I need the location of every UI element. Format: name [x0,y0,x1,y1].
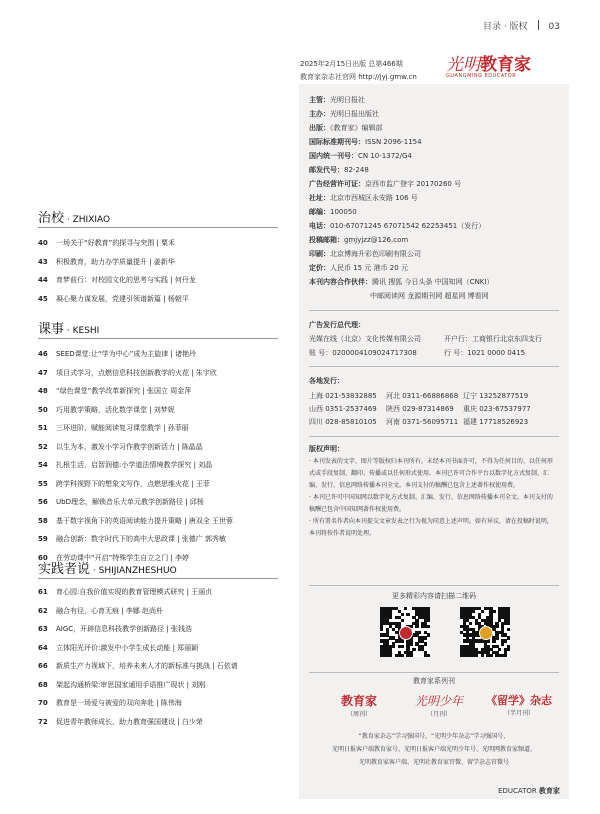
toc-page: 40 [38,239,48,247]
toc-entry[interactable] [38,290,189,308]
toc-page: 61 [38,588,48,596]
toc-title: SEED课堂:让“学为中心”成为主旋律 | 诸艳玲 [56,350,197,358]
toc-entry[interactable] [38,676,205,694]
distribution-row: 四川 028-85810105 河南 0371-56095711 福建 17718526923 [309,418,529,426]
distribution-row: 上海 021-53832885 河北 0311-66886868 辽宁 13252877519 [309,392,529,400]
qr-logo-icon [399,626,413,640]
footer [498,786,560,796]
logo-english: GUANGMING EDUCATOR [446,73,517,79]
masthead-row: 印刷：北京博海升彩色印刷有限公司 [309,250,421,258]
toc-entry[interactable] [38,602,163,620]
toc-page: 51 [38,424,48,432]
toc-entry[interactable] [38,438,203,456]
copyright-p1: · 本刊发表的文字、图片等版权归本刊所有。未经本刊书面许可，不得为任何目的、以任何形式或手段复制、翻印、传播或以任何形式使用。本刊已许可合作平台以数字化方式复制、汇编、发行、信息网络传播本刊全文。本刊支付的稿酬已包含上述著作权使用费。 [309,458,553,489]
toc-title: AIGC，开辟信息科技教学创新路径 | 张钱浩 [56,625,192,633]
masthead-row: 本刊内容合作伙伴：腾讯 搜狐 今日头条 中国知网（CNKI） [309,278,494,286]
toc-page: 68 [38,680,48,689]
toc-entry[interactable] [38,530,226,548]
toc-page: 60 [38,553,48,562]
toc-entry[interactable] [38,456,212,474]
qr-logo-icon [479,626,493,640]
toc-entry[interactable] [38,253,175,271]
toc-page: 48 [38,387,48,395]
section-rule [38,227,278,228]
toc-page: 72 [38,717,48,726]
masthead-row: 定价：人民币 15 元 港币 20 元 [309,264,408,272]
distribution-row: 山西 0351-2537469 陕西 029-87314869 重庆 023-67537977 [309,405,531,413]
series-channels: “教育家杂志”学习强国号、“光明少年杂志”学习强国号、 光明日报客户端教育家号、光明日报客户端光明少年号、光明网教育家频道、 光明教育家客户端、光明社教育家官微、留学杂志官微号 [331,733,536,766]
toc-entry[interactable] [38,639,198,657]
toc-title: 育梦前行：对校园文化的思考与实践 | 何丹龙 [56,276,196,284]
toc-page: 44 [38,276,48,284]
toc-page: 56 [38,498,48,506]
issue-website[interactable]: 教育家杂志社官网 http://jyj.gmw.cn [300,73,417,81]
toc-page: 64 [38,643,48,652]
masthead-row: 主管：光明日报社 [309,96,365,104]
toc-entry[interactable] [38,620,192,638]
toc-title: UbD理念，解锁音乐大单元教学创新路径 | 邱杨 [56,498,204,506]
series-title: 教育家系列刊 [413,677,455,685]
section-rule [38,578,278,579]
toc-entry[interactable] [38,713,203,731]
masthead-info [309,93,493,289]
toc-entry[interactable] [38,657,238,675]
ad-agent [309,318,542,360]
toc-entry[interactable] [38,382,191,400]
toc-title: 跨学科视野下的想象文写作，点燃思维火花 | 王菲 [56,479,210,488]
masthead-row: 广告经营许可证：京西市监广登字 20170260 号 [309,180,462,188]
page-number: 03 [548,22,560,32]
masthead-row: 邮编：100050 [309,208,357,216]
toc-entry[interactable] [38,475,210,493]
copyright-notice [309,442,557,540]
footer-en: EDUCATOR [498,787,537,795]
toc-entry[interactable] [38,271,196,289]
toc-entry[interactable] [38,694,182,712]
issue-info [300,58,417,84]
issue-date: 2025年2月15日出版 总第466期 [300,60,403,68]
educator-logo [446,50,566,79]
qr-code-right[interactable] [460,607,510,657]
toc-entry[interactable] [38,419,189,437]
masthead-row: 社址：北京市西城区永安路 106 号 [309,194,418,202]
toc-page: 52 [38,442,48,451]
section-rule [38,338,278,339]
toc-title: 架起沟通桥梁:审思国家通用手语推广现状 | 刘刚 [56,680,206,689]
section-title: 治校 · ZHIXIAO [38,211,111,226]
toc-page: 58 [38,516,48,525]
header-section: 目录 · 版权 [482,22,528,32]
footer-cn: 教育家 [539,787,560,795]
distribution [309,374,540,429]
partners-line2: 中邮阅读网 龙源期刊网 超星网 博看网 [370,292,489,300]
toc-page: 47 [38,368,48,377]
masthead-row: 出版：《教育家》编辑部 [309,124,383,132]
toc-title: 融合创新：数字时代下的高中大思政课 | 张德广 郭秀敏 [56,535,227,543]
agent-account: 账 号：0200004109024717308 [309,349,417,357]
toc-page: 55 [38,479,48,488]
qr-title: 更多精彩内容请扫描二维码 [392,592,476,600]
toc-entry[interactable] [38,345,196,363]
divider-4 [309,585,559,586]
toc-entry[interactable] [38,512,233,530]
distribution-title: 各地发行： [309,377,344,385]
header-divider [538,20,539,30]
mag-liuxue: 《留学》杂志 （半月刊） [486,694,552,717]
running-header [483,19,560,32]
agent-company: 光媒在线（北京）文化传媒有限公司 [309,335,421,343]
logo-wordmark: 光明教育家 [446,55,531,75]
qr-code-left[interactable] [380,607,430,657]
copyright-title: 版权声明： [309,445,344,453]
divider-1 [309,310,559,311]
masthead-row: 主办：光明日报出版社 [309,110,379,118]
toc-title: 三环进阶，赋能阅读复习课堂教学 | 孙菲丽 [56,424,189,432]
toc-page: 59 [38,535,48,543]
toc-entry[interactable] [38,234,175,252]
toc-title: 扎根生活，启智润德:小学道法情境教学探究 | 刘晶 [56,461,213,469]
mag-guangming-youth: 光明少年 （月刊） [414,694,463,718]
toc-title: 项目式学习，点燃信息科技创新教学的火花 | 朱宇欣 [56,368,217,377]
divider-2 [309,366,559,367]
toc-page: 46 [38,350,48,358]
toc-page: 45 [38,294,48,303]
agent-bank-code: 行 号：1021 0000 0415 [444,349,526,357]
toc-entry[interactable] [38,364,217,382]
toc-title: 促进青年教师成长，助力教育强国建设 | 白少荣 [56,717,203,726]
toc-title: 以生为本，激发小学习作教学创新活力 | 陈晶晶 [56,442,203,451]
agent-title: 广告发行总代理： [309,321,365,329]
toc-title: 育心园:自我价值实现的教育管理模式研究 | 王丽贞 [56,588,213,596]
toc-title: 在劳动课中“开启”特殊学生自立之门 | 李婷 [56,553,190,562]
toc-page: 50 [38,405,48,414]
toc-page: 66 [38,662,48,670]
toc-title: 基于数字视角下的英语阅读能力提升策略 | 唐双全 王世蓉 [56,516,234,525]
toc-title: “绿色课堂”教学改革新探究 | 张国立 周金萍 [56,387,192,395]
mag-educator: 教育家 （周刊） [340,694,377,718]
toc-title: 积极教育，助力办学质量提升 | 姜新华 [56,257,175,266]
toc-page: 62 [38,606,48,615]
toc-entry[interactable] [38,583,212,601]
divider-3 [309,436,559,437]
divider-5 [309,672,559,673]
copyright-p2: · 本刊已许可中国知网以数字化方式复制、汇编、发行、信息网络传播本刊全文。本刊支付的稿酬已包含中国知网著作权使用费。 [309,494,553,513]
section-title: 课事 · KESHI [38,322,100,337]
masthead-row: 国内统一刊号：CN 10-1372/G4 [309,152,412,160]
masthead-row: 电话：010-67071245 67071542 62253451（发行） [309,222,486,230]
toc-title: 教育是一场爱与被爱的双向奔赴 | 陈伟海 [56,699,182,707]
toc-title: 一场关于“好教育”的探寻与突围 | 粟禾 [56,239,176,247]
masthead-row: 投稿邮箱：gmjyjzz@126.com [309,236,409,244]
toc-page: 70 [38,699,48,707]
toc-title: 新质生产力视域下，培养未来人才的新标准与挑战 | 石依谱 [56,662,238,670]
toc-entry[interactable] [38,493,204,511]
section-title: 实践者说 · SHIJIANZHESHUO [38,562,177,577]
copyright-p3: · 所有署名作者向本刊提交文章发表之行为视为同意上述声明。如有异议，请在投稿时说明，本刊将按作者说明处理。 [309,518,553,537]
masthead-row: 邮发代号：82-248 [309,166,369,174]
agent-bank: 开户行：工商银行北京东四支行 [444,335,542,343]
toc-title: 凝心聚力谋发展，党建引领谱新篇 | 杨朝平 [56,294,189,303]
toc-entry[interactable] [38,401,175,419]
toc-title: 立体阳光评价:激发中小学生成长动能 | 郑丽颖 [56,643,199,652]
toc-page: 63 [38,625,48,633]
toc-page: 43 [38,257,48,266]
toc-title: 融合有径，心育无痕 | 李娜 赵尚朴 [56,606,164,615]
toc-page: 54 [38,461,48,469]
toc-title: 巧用教学策略，活化数学课堂 | 刘梦妮 [56,405,175,414]
masthead-row: 国际标准期刊号：ISSN 2096-1154 [309,138,422,146]
